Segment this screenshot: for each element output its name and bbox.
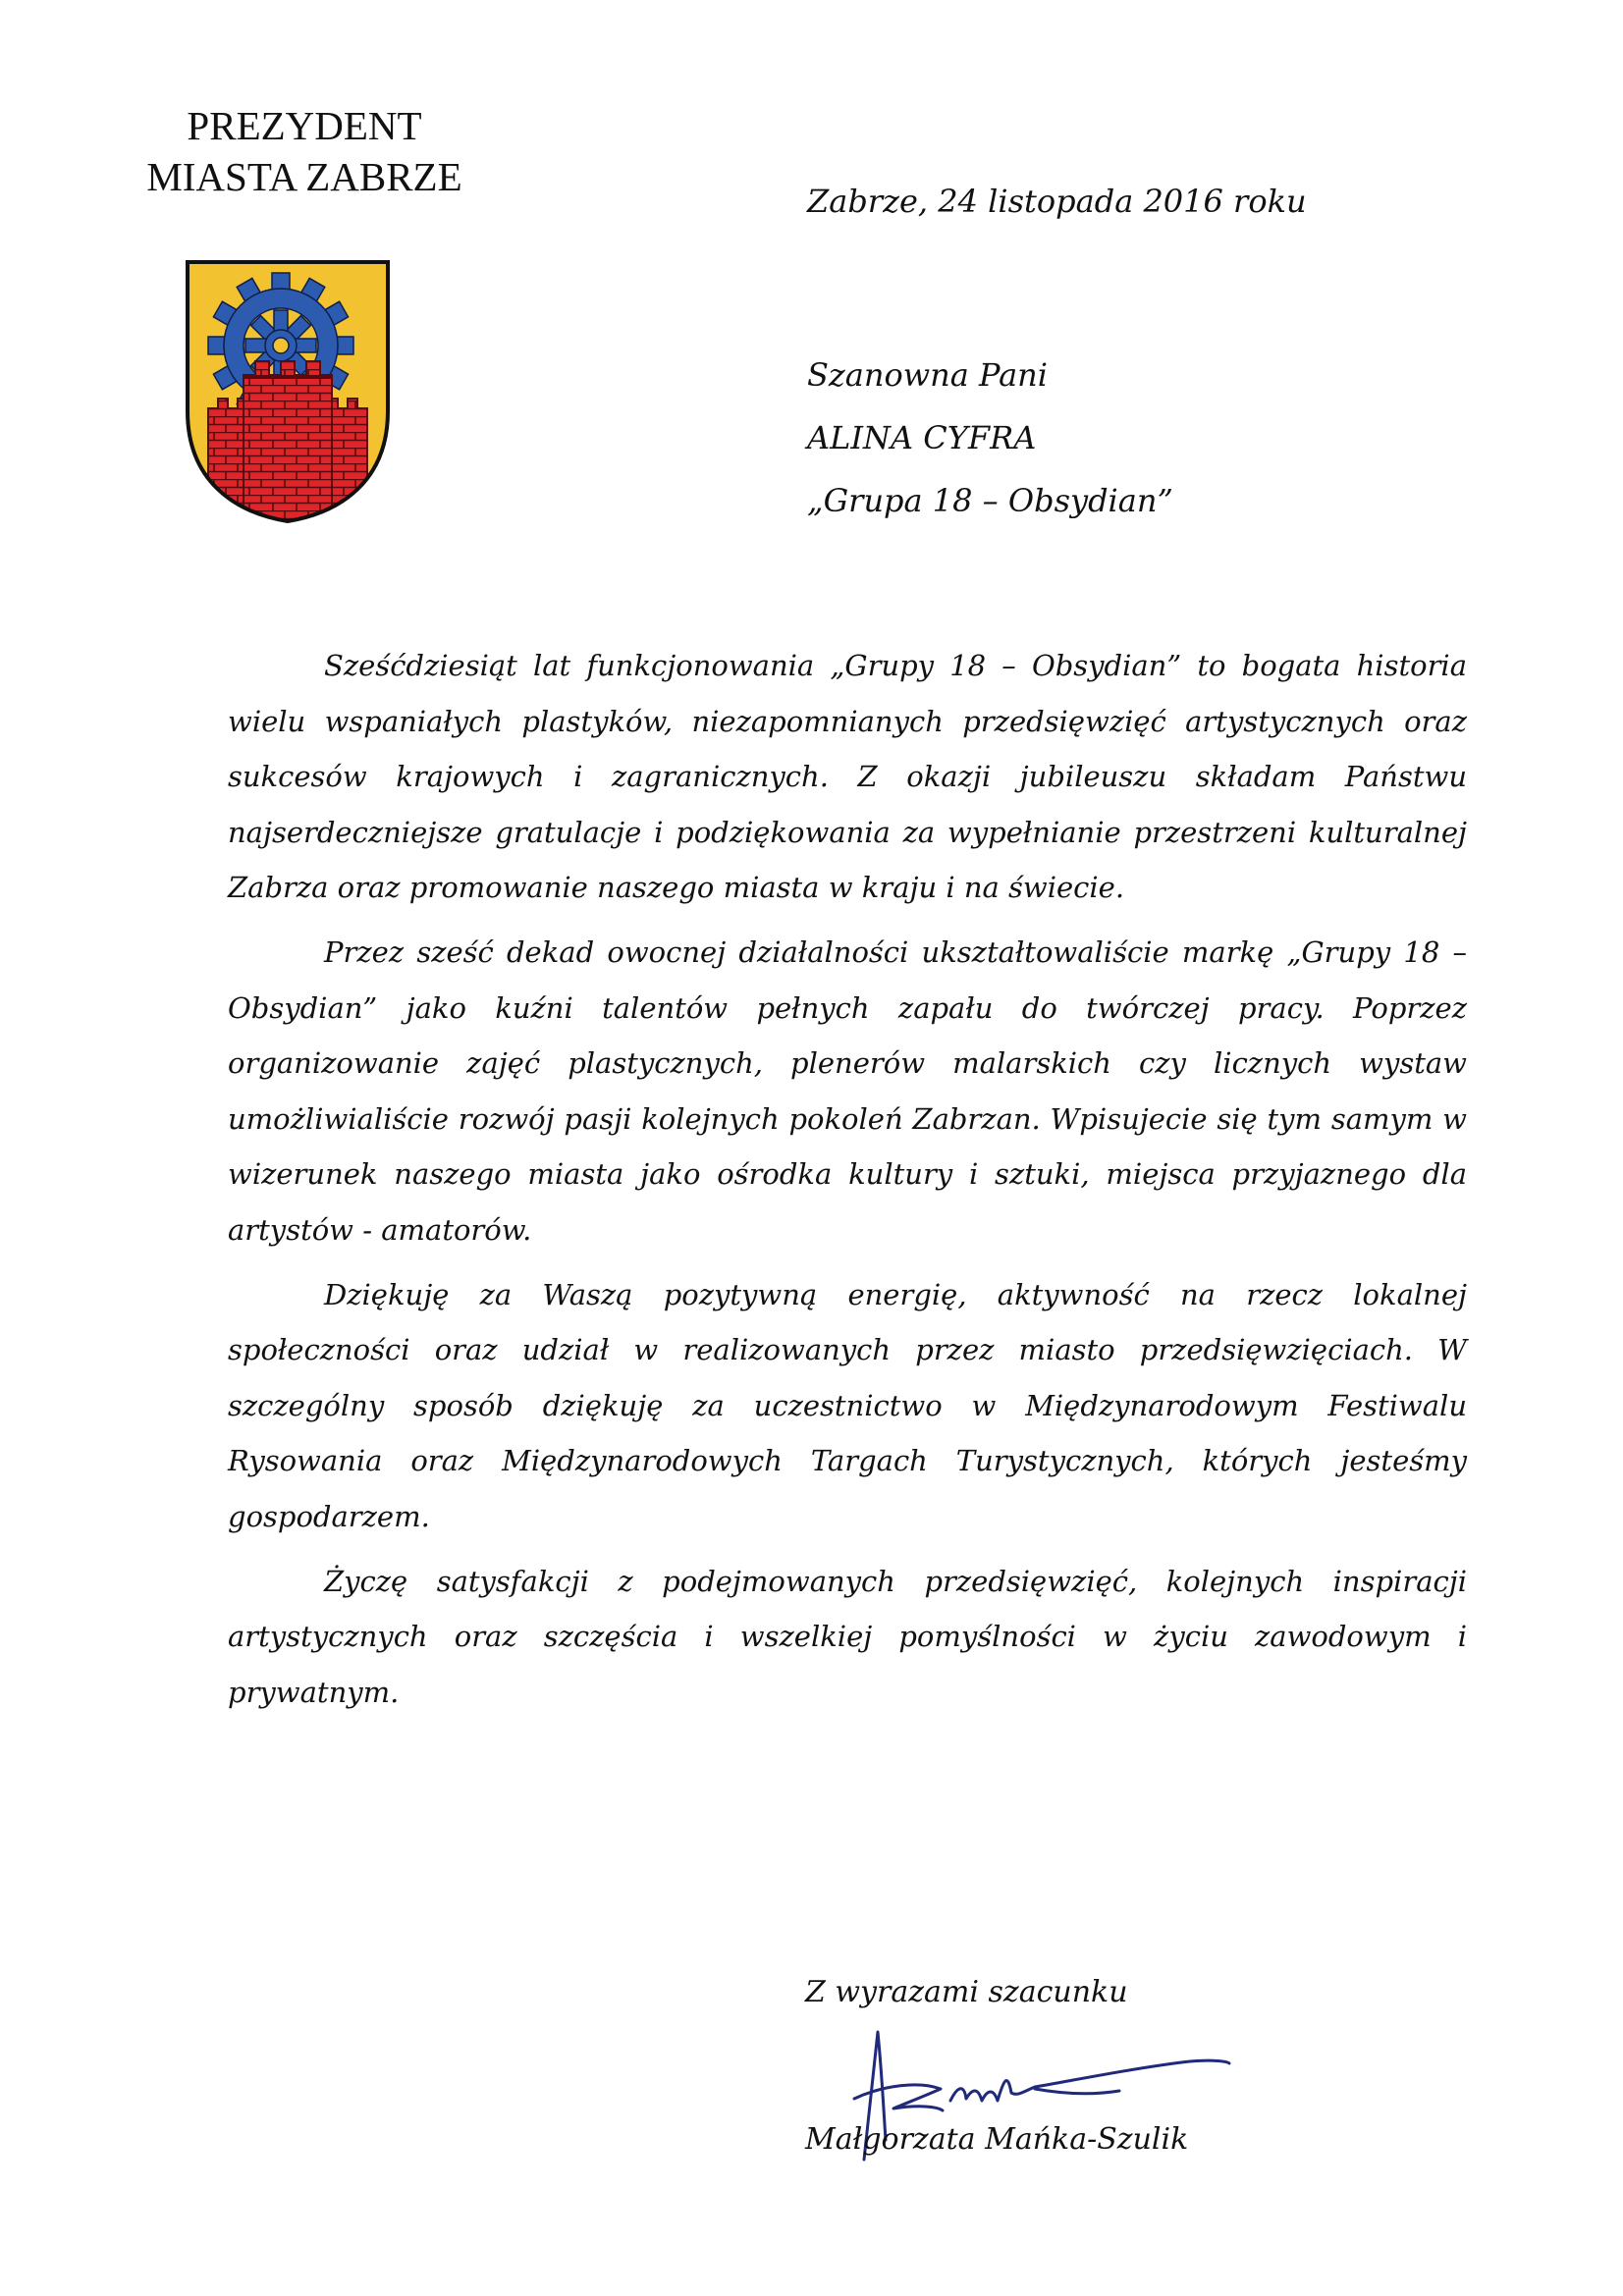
body-paragraph: Przez sześć dekad owocnej działalności ukształtowaliście markę „Grupy 18 – Obsydian” jako kuźni talentów pełnych zapału do twórczej pracy. Poprzez organizowanie zajęć plastycznych, plenerów malarskich czy licznych wystaw umożliwialiście rozwój pasji kolejnych pokoleń Zabrzan. Wpisujecie się tym samym w wizerunek naszego miasta jako ośrodka kultury i sztuki, miejsca przyjaznego dla artystów - amatorów.	[228, 934, 1467, 1247]
signer-name: Małgorzata Mańka-Szulik	[805, 2122, 1189, 2157]
salutation: Szanowna Pani	[807, 356, 1048, 394]
recipient-name: ALINA CYFRA	[807, 419, 1037, 456]
body-paragraph: Życzę satysfakcji z podejmowanych przedsięwzięć, kolejnych inspiracji artystycznych oraz szczęścia i wszelkiej pomyślności w życiu zawodowym i prywatnym.	[228, 1564, 1467, 1709]
closing-phrase: Z wyrazami szacunku	[805, 1975, 1128, 2009]
issuer-line-2: MIASTA ZABRZE	[146, 154, 462, 199]
letter-date: Zabrze, 24 listopada 2016 roku	[807, 183, 1307, 220]
body-paragraph: Sześćdziesiąt lat funkcjonowania „Grupy 18 – Obsydian” to bogata historia wielu wspaniałych plastyków, niezapomnianych przedsięwzięć artystycznych oraz sukcesów krajowych i zagranicznych. Z okazji jubileuszu składam Państwu najserdeczniejsze gratulacje i podziękowania za wypełnianie przestrzeni kulturalnej Zabrza oraz promowanie naszego miasta w kraju i na świecie.	[228, 649, 1467, 905]
issuer-line-1: PREZYDENT	[187, 103, 422, 148]
recipient-organization: „Grupa 18 – Obsydian”	[807, 482, 1173, 519]
letter-body	[228, 638, 1467, 1729]
body-paragraph: Dziękuję za Waszą pozytywną energię, aktywność na rzecz lokalnej społeczności oraz udział w realizowanych przez miasto przedsięwzięciach. W szczególny sposób dziękuję za uczestnictwo w Międzynarodowym Festiwalu Rysowania oraz Międzynarodowych Targach Turystycznych, których jesteśmy gospodarzem.	[228, 1277, 1467, 1533]
issuer-heading	[98, 100, 511, 202]
zabrze-coat-of-arms-icon	[185, 259, 391, 524]
addressee-block	[807, 344, 1173, 532]
